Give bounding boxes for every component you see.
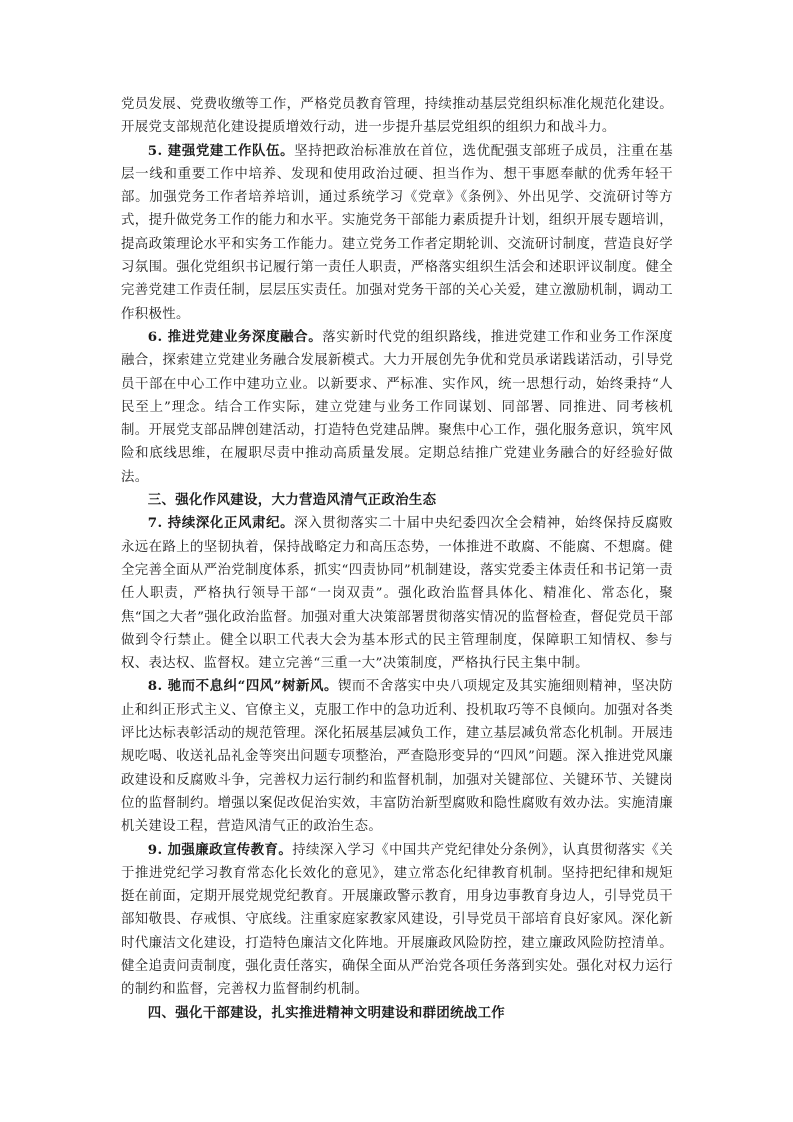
- paragraph-item-7: [121, 512, 673, 675]
- paragraph-item-9: [121, 839, 673, 1002]
- paragraph-text: 锲而不舍落实中央八项规定及其实施细则精神，坚决防止和纠正形式主义、官僚主义，克服工作中的急功近利、投机取巧等不良倾向。加强对各类评比达标表彰活动的规范管理。深化拓展基层减负工作，建立基层减负常态化机制。开展违规吃喝、收送礼品礼金等突出问题专项整治，严查隐形变异的“四风”问题。深入推进党风廉政建设和反腐败斗争，完善权力运行制约和监督机制，加强对关键部位、关键环节、关键岗位的监督制约。增强以案促改促治实效，丰富防治新型腐败和隐性腐败有效办法。实施清廉机关建设工程，营造风清气正的政治生态。: [121, 679, 673, 835]
- paragraph-text: 持续深入学习《中国共产党纪律处分条例》，认真贯彻落实《关于推进党纪学习教育常态化长效化的意见》，建立常态化纪律教育机制。坚持把纪律和规矩挺在前面，定期开展党规党纪教育。开展廉政警示教育，用身边事教育身边人，引导党员干部知敬畏、存戒惧、守底线。注重家庭家教家风建设，引导党员干部培育良好家风。深化新时代廉洁文化建设，打造特色廉洁文化阵地。开展廉政风险防控，建立廉政风险防控清单。健全追责问责制度，强化责任落实，确保全面从严治党各项任务落到实处。强化对权力运行的制约和监督，完善权力监督制约机制。: [121, 842, 673, 998]
- section-heading-3: 三、强化作风建设，大力营造风清气正政治生态: [147, 492, 437, 509]
- item-heading: 8. 驰而不息纠“四风”树新风。: [147, 678, 338, 695]
- item-heading: 9. 加强廉政宣传教育。: [147, 841, 293, 858]
- paragraph-text: 落实新时代党的组织路线，推进党建工作和业务工作深度融合，探索建立党建业务融合发展新模式。大力开展创先争优和党员承诺践诺活动，引导党员干部在中心工作中建功立业。以新要求、严标准、实作风，统一思想行动，始终秉持“人民至上”理念。结合工作实际，建立党建与业务工作同谋划、同部署、同推进、同考核机制。开展党支部品牌创建活动，打造特色党建品牌。聚焦中心工作，强化服务意识，筑牢风险和底线思维，在履职尽责中推动高质量发展。定期总结推广党建业务融合的好经验好做法。: [121, 329, 673, 485]
- paragraph-text: 坚持把政治标准放在首位，选优配强支部班子成员，注重在基层一线和重要工作中培养、发现和使用政治过硬、担当作为、想干事愿奉献的优秀年轻干部。加强党务工作者培养培训，通过系统学习《党章》《条例》、外出见学、交流研讨等方式，提升做党务工作的能力和水平。实施党务干部能力素质提升计划，组织开展专题培训，提高政策理论水平和实务工作能力。建立党务工作者定期轮训、交流研讨制度，营造良好学习氛围。强化党组织书记履行第一责任人职责，严格落实组织生活会和述职评议制度。健全完善党建工作责任制，层层压实责任。加强对党务干部的关心关爱，建立激励机制，调动工作积极性。: [121, 143, 673, 322]
- paragraph-text: 深入贯彻落实二十届中央纪委四次全会精神，始终保持反腐败永远在路上的坚韧执着，保持战略定力和高压态势，一体推进不敢腐、不能腐、不想腐。健全完善全面从严治党制度体系，抓实“四责协同”机制建设，落实党委主体责任和书记第一责任人职责，严格执行领导干部“一岗双责”。强化政治监督具体化、精准化、常态化，聚焦“国之大者”强化政治监督。加强对重大决策部署贯彻落实情况的监督检查，督促党员干部做到令行禁止。健全以职工代表大会为基本形式的民主管理制度，保障职工知情权、参与权、表达权、监督权。建立完善“三重一大”决策制度，严格执行民主集中制。: [121, 516, 673, 672]
- item-heading: 6. 推进党建业务深度融合。: [147, 328, 323, 345]
- item-heading: 7. 持续深化正风肃纪。: [147, 515, 295, 532]
- paragraph-text: 党员发展、党费收缴等工作，严格党员教育管理，持续推动基层党组织标准化规范化建设。开展党支部规范化建设提质增效行动，进一步提升基层党组织的组织力和战斗力。: [121, 97, 673, 136]
- paragraph-item-6: [121, 326, 673, 489]
- section-heading-4: 四、强化干部建设，扎实推进精神文明建设和群团统战工作: [147, 1004, 506, 1021]
- paragraph-continuation: [121, 93, 673, 140]
- paragraph-item-5: [121, 140, 673, 326]
- paragraph-item-8: [121, 675, 673, 838]
- item-heading: 5. 建强党建工作队伍。: [147, 142, 295, 159]
